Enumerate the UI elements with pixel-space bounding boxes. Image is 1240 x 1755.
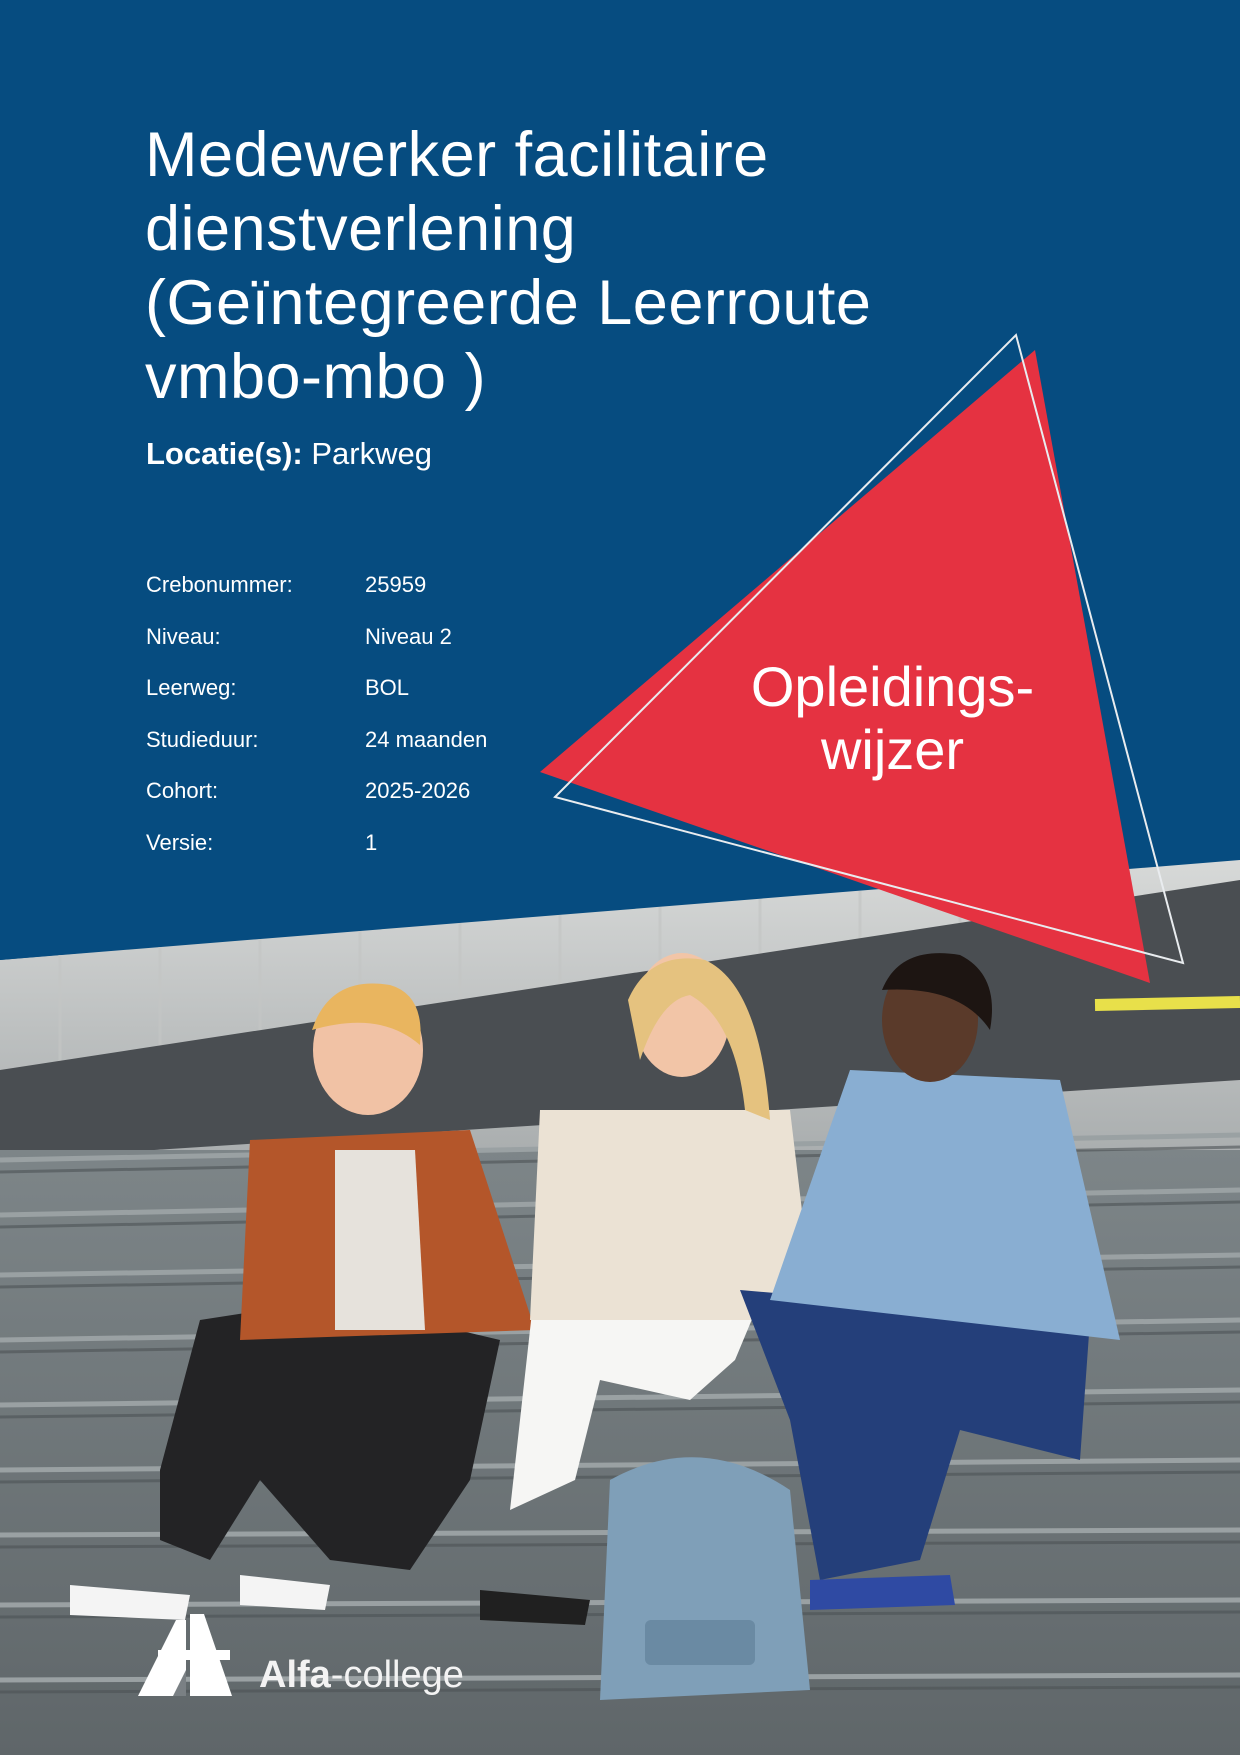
info-row — [146, 727, 487, 779]
info-row — [146, 572, 487, 624]
document-title — [145, 118, 1045, 414]
info-value: 25959 — [365, 572, 427, 597]
info-row — [146, 830, 487, 882]
info-row — [146, 675, 487, 727]
title-line: dienstverlening — [145, 194, 577, 264]
title-line: Medewerker facilitaire — [145, 120, 769, 190]
info-value: 1 — [365, 829, 378, 855]
alfa-college-logo — [138, 1610, 518, 1706]
info-row — [146, 778, 487, 830]
location-label: Locatie(s): — [146, 436, 303, 471]
badge-line: wijzer — [820, 718, 965, 781]
info-key: Niveau: — [146, 623, 221, 649]
info-row — [146, 624, 487, 676]
title-line: (Geïntegreerde Leerroute — [145, 268, 872, 338]
info-key: Leerweg: — [146, 675, 237, 700]
info-key: Crebonummer: — [146, 572, 293, 597]
opleidingswijzer-badge-text — [700, 655, 1085, 781]
location-line — [146, 436, 432, 472]
info-value: BOL — [365, 675, 410, 700]
info-key: Versie: — [146, 829, 214, 855]
badge-line: Opleidings- — [750, 655, 1035, 718]
info-key: Studieduur: — [146, 726, 259, 752]
course-info-table — [146, 572, 487, 881]
logo-wordmark — [259, 1654, 464, 1697]
logo-wordmark-rest: -college — [330, 1654, 464, 1696]
location-value: Parkweg — [311, 436, 432, 471]
info-value: 2025-2026 — [365, 778, 471, 803]
title-line: vmbo-mbo ) — [145, 342, 487, 412]
alfa-college-logo-icon — [138, 1610, 238, 1706]
info-value: Niveau 2 — [365, 623, 452, 649]
info-value: 24 maanden — [365, 726, 488, 752]
logo-wordmark-bold: Alfa — [259, 1654, 331, 1696]
info-key: Cohort: — [146, 778, 219, 803]
